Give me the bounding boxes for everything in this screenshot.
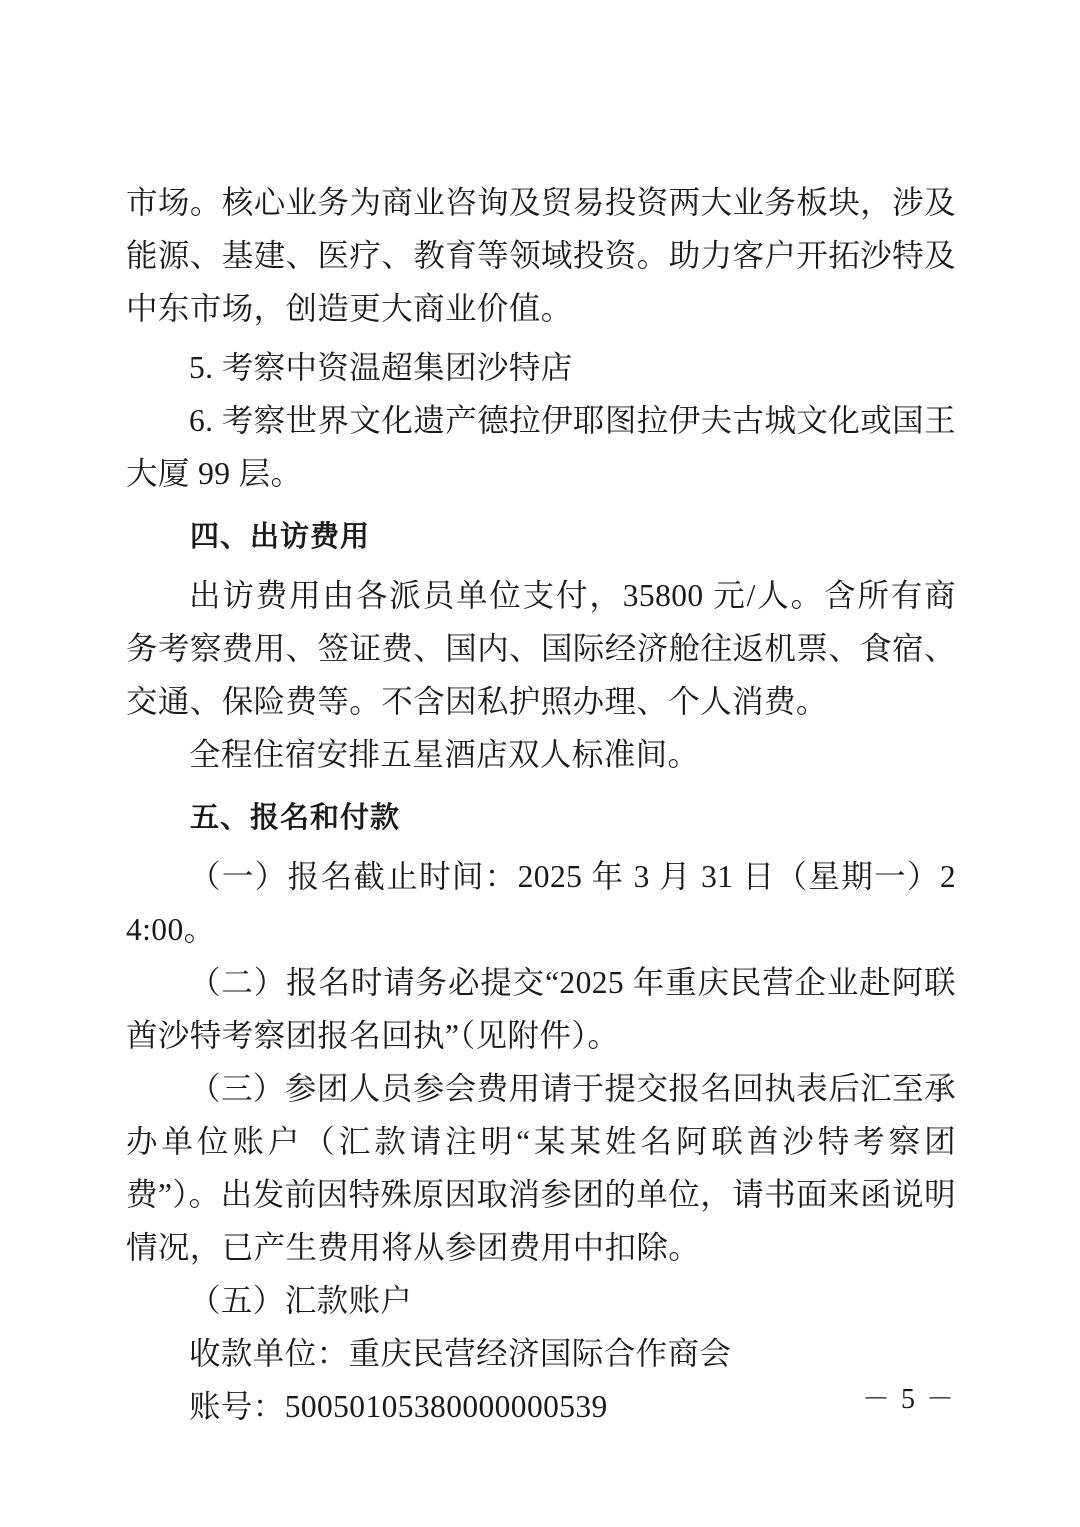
- page-number: － 5 －: [861, 1384, 956, 1415]
- paragraph-item-three-payment: （三）参团人员参会费用请于提交报名回执表后汇至承办单位账户（汇款请注明“某某姓名阿联酋沙特考察团费”）。出发前因特殊原因取消参团的单位，请书面来函说明情况，已产生费用将从参团费用中扣除。: [126, 1071, 956, 1265]
- paragraph-item-one-deadline: （一）报名截止时间：2025 年 3 月 31 日（星期一）24:00。: [126, 859, 956, 947]
- list-item-5: 5. 考察中资温超集团沙特店: [189, 350, 573, 385]
- paragraph-market-description: 市场。核心业务为商业咨询及贸易投资两大业务板块，涉及能源、基建、医疗、教育等领域投资。助力客户开拓沙特及中东市场，创造更大商业价值。: [126, 185, 956, 326]
- document-body: [126, 176, 956, 1433]
- spacer: [126, 500, 956, 510]
- paragraph-payee-name: 收款单位：重庆民营经济国际合作商会: [189, 1336, 732, 1371]
- section-heading-registration-payment: 五、报名和付款: [190, 800, 401, 834]
- section-heading-travel-cost: 四、出访费用: [190, 519, 371, 553]
- paragraph-item-two-form: （二）报名时请务必提交“2025 年重庆民营企业赴阿联酋沙特考察团报名回执”（见附件）。: [126, 965, 956, 1053]
- paragraph-account-number: 账号：50050105380000000539: [189, 1389, 608, 1424]
- paragraph-item-five-account: （五）汇款账户: [189, 1283, 413, 1318]
- paragraph-accommodation: 全程住宿安排五星酒店双人标准间。: [189, 737, 700, 772]
- paragraph-cost-details: 出访费用由各派员单位支付，35800 元/人。含所有商务考察费用、签证费、国内、国际经济舱往返机票、食宿、交通、保险费等。不含因私护照办理、个人消费。: [126, 578, 956, 719]
- spacer: [126, 781, 956, 791]
- list-item-6: 6. 考察世界文化遗产德拉伊耶图拉伊夫古城文化或国王大厦 99 层。: [126, 403, 956, 491]
